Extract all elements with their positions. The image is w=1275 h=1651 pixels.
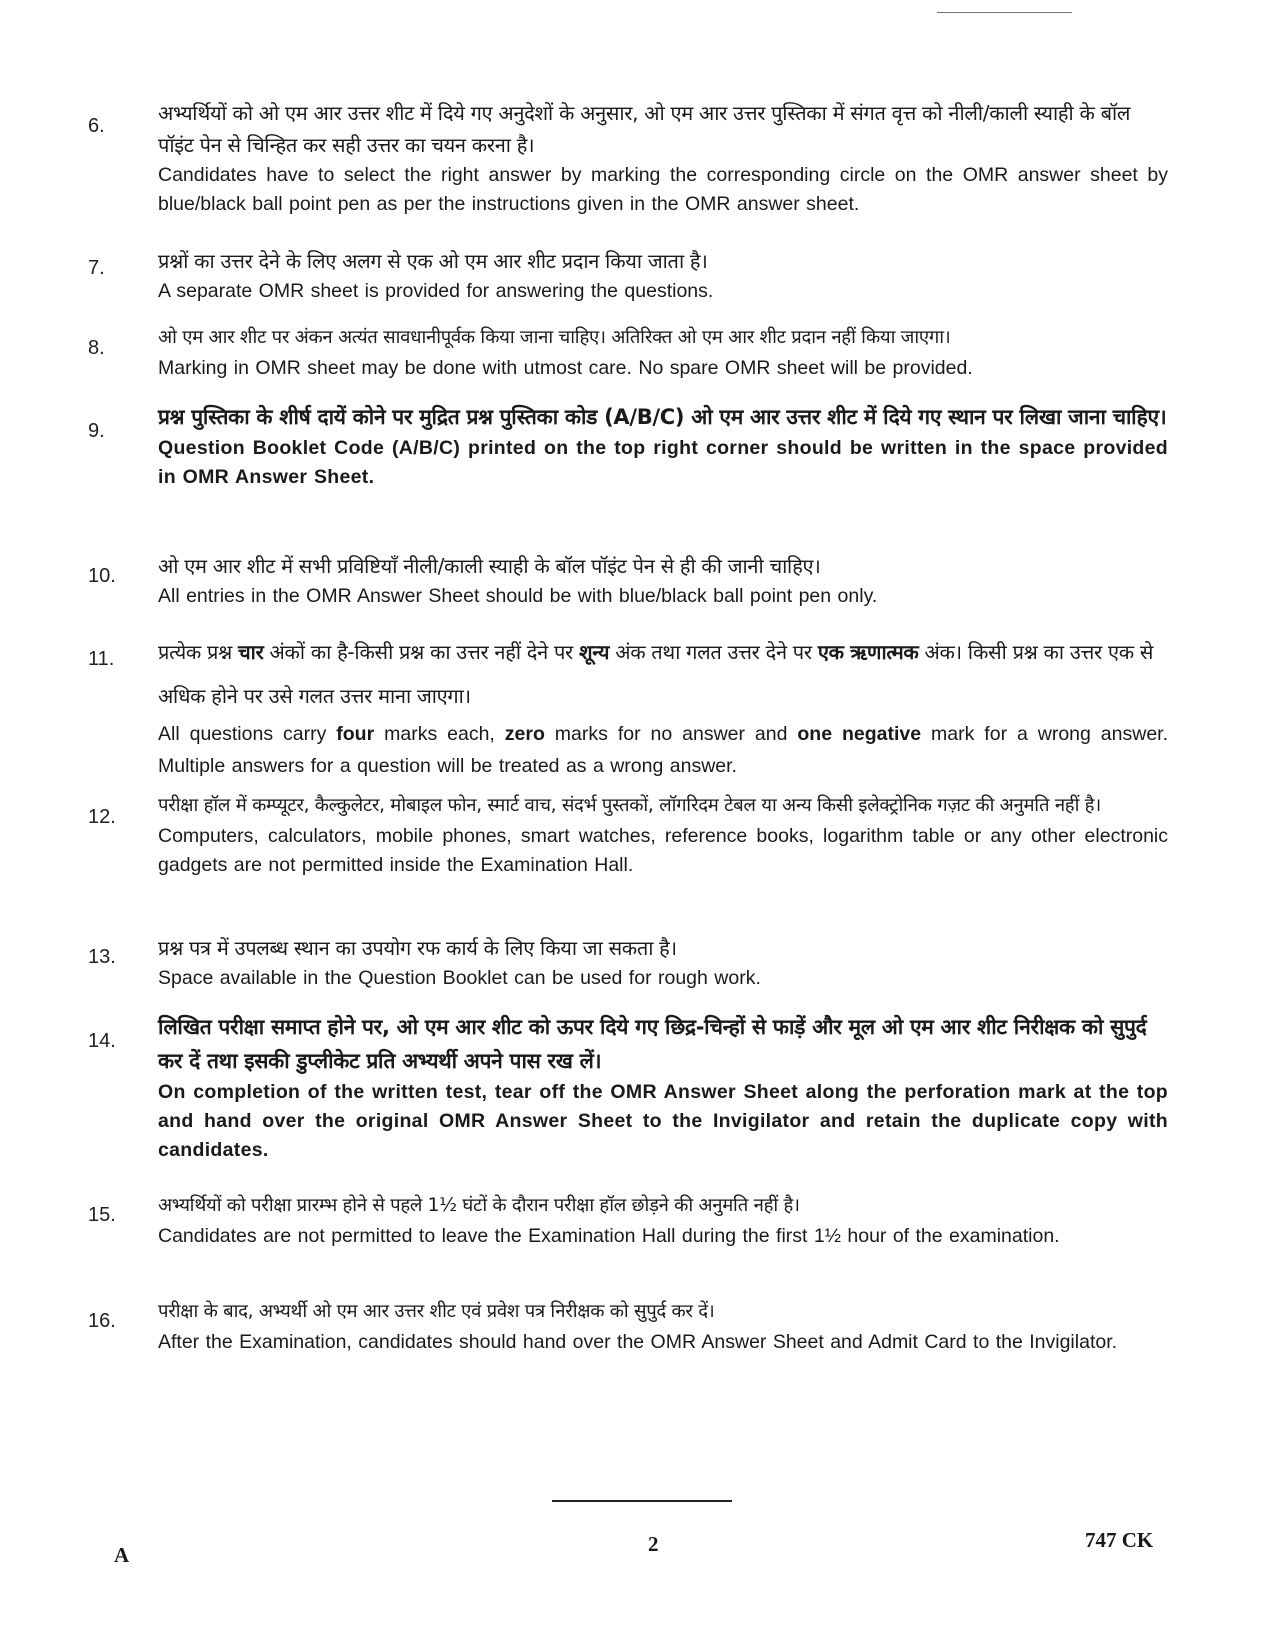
instruction-hindi: अभ्यर्थियों को ओ एम आर उत्तर शीट में दिये गए अनुदेशों के अनुसार, ओ एम आर उत्तर पुस्तिका में संगत वृत्त को नीली/काली स्याही के बॉल पॉइंट पेन से चिन्हित कर सही उत्तर का चयन करना है। [158, 101, 1131, 157]
instruction-english: A separate OMR sheet is provided for answering the questions. [158, 280, 714, 302]
instruction-hindi: प्रश्न पत्र में उपलब्ध स्थान का उपयोग रफ कार्य के लिए किया जा सकता है। [158, 936, 677, 960]
instruction-number: 11. [88, 648, 115, 670]
instruction-english: Space available in the Question Booklet can be used for rough work. [158, 967, 761, 989]
instruction-number: 16. [88, 1310, 116, 1332]
page-number: 2 [648, 1532, 659, 1556]
instruction-number: 6. [88, 115, 105, 137]
top-rule [937, 12, 1072, 13]
instruction-english: All entries in the OMR Answer Sheet should be with blue/black ball point pen only. [158, 585, 878, 607]
booklet-code: A [114, 1543, 130, 1567]
emphasis-negative-hi: एक ऋणात्मक [817, 640, 919, 664]
instruction-number: 9. [88, 420, 105, 442]
instruction-hindi: प्रश्नों का उत्तर देने के लिए अलग से एक ओ एम आर शीट प्रदान किया जाता है। [158, 249, 708, 273]
instruction-hindi: ओ एम आर शीट में सभी प्रविष्टियाँ नीली/काली स्याही के बॉल पॉइंट पेन से ही की जानी चाहिए। [158, 554, 821, 578]
instruction-hindi: परीक्षा के बाद, अभ्यर्थी ओ एम आर उत्तर शीट एवं प्रवेश पत्र निरीक्षक को सुपुर्द कर दें। [158, 1301, 715, 1322]
instruction-hindi: अभ्यर्थियों को परीक्षा प्रारम्भ होने से पहले 1½ घंटों के दौरान परीक्षा हॉल छोड़ने की अनुमति नहीं है। [158, 1195, 800, 1216]
emphasis-four-hi: चार [237, 640, 264, 664]
instruction-number: 14. [88, 1030, 116, 1052]
instruction-number: 13. [88, 946, 116, 968]
emphasis-zero: zero [504, 723, 545, 745]
instruction-hindi: ओ एम आर शीट पर अंकन अत्यंत सावधानीपूर्वक किया जाना चाहिए। अतिरिक्त ओ एम आर शीट प्रदान नहीं किया जाएगा। [158, 327, 951, 348]
emphasis-negative: one negative [797, 723, 922, 745]
instruction-english: Computers, calculators, mobile phones, smart watches, reference books, logarithm table or any other electronic gadgets are not permitted inside the Examination Hall. [158, 825, 1168, 876]
instruction-english: Candidates have to select the right answer by marking the corresponding circle on the OMR answer sheet by blue/black ball point pen as per the instructions given in the OMR answer sheet. [158, 164, 1168, 215]
instruction-hindi: प्रश्न पुस्तिका के शीर्ष दायें कोने पर मुद्रित प्रश्न पुस्तिका कोड (A/B/C) ओ एम आर उत्तर शीट में दिये गए स्थान पर लिखा जाना चाहिए। [158, 405, 1167, 429]
instruction-english: On completion of the written test, tear off the OMR Answer Sheet along the perforation mark at the top and hand over the original OMR Answer Sheet to the Invigilator and retain the duplicate copy with candidates. [158, 1081, 1168, 1161]
instruction-english: Marking in OMR sheet may be done with utmost care. No spare OMR sheet will be provided. [158, 357, 973, 379]
emphasis-four: four [336, 723, 375, 745]
instruction-number: 10. [88, 565, 116, 587]
instruction-english: After the Examination, candidates should hand over the OMR Answer Sheet and Admit Card to the Invigilator. [158, 1331, 1118, 1353]
instruction-hindi: परीक्षा हॉल में कम्प्यूटर, कैल्कुलेटर, मोबाइल फोन, स्मार्ट वाच, संदर्भ पुस्तकों, लॉगरिदम टेबल या अन्य किसी इलेक्ट्रोनिक गज़ट की अनुमति नहीं है। [158, 795, 1101, 816]
instruction-number: 12. [88, 806, 116, 828]
end-rule [552, 1500, 732, 1502]
paper-code: 747 CK [1085, 1528, 1154, 1552]
instruction-number: 15. [88, 1204, 116, 1226]
instruction-hindi: लिखित परीक्षा समाप्त होने पर, ओ एम आर शीट को ऊपर दिये गए छिद्र-चिन्हों से फाड़ें और मूल ओ एम आर शीट निरीक्षक को सुपुर्द कर दें तथा इसकी डुप्लीकेट प्रति अभ्यर्थी अपने पास रख लें। [158, 1015, 1147, 1073]
instruction-english: All questions carry four marks each, zero marks for no answer and one negative mark for a wrong answer. Multiple answers for a question will be treated as a wrong answer. [158, 723, 1169, 777]
instruction-hindi: प्रत्येक प्रश्न चार अंकों का है-किसी प्रश्न का उत्तर नहीं देने पर शून्य अंक तथा गलत उत्तर देने पर एक ऋणात्मक अंक। किसी प्रश्न का उत्तर एक से अधिक होने पर उसे गलत उत्तर माना जाएगा। [158, 640, 1154, 708]
instruction-number: 7. [88, 257, 105, 279]
instruction-english: Candidates are not permitted to leave the Examination Hall during the first 1½ hour of the examination. [158, 1225, 1060, 1247]
instruction-english: Question Booklet Code (A/B/C) printed on the top right corner should be written in the space provided in OMR Answer Sheet. [158, 437, 1168, 488]
emphasis-zero-hi: शून्य [578, 640, 610, 664]
instruction-number: 8. [88, 337, 105, 359]
